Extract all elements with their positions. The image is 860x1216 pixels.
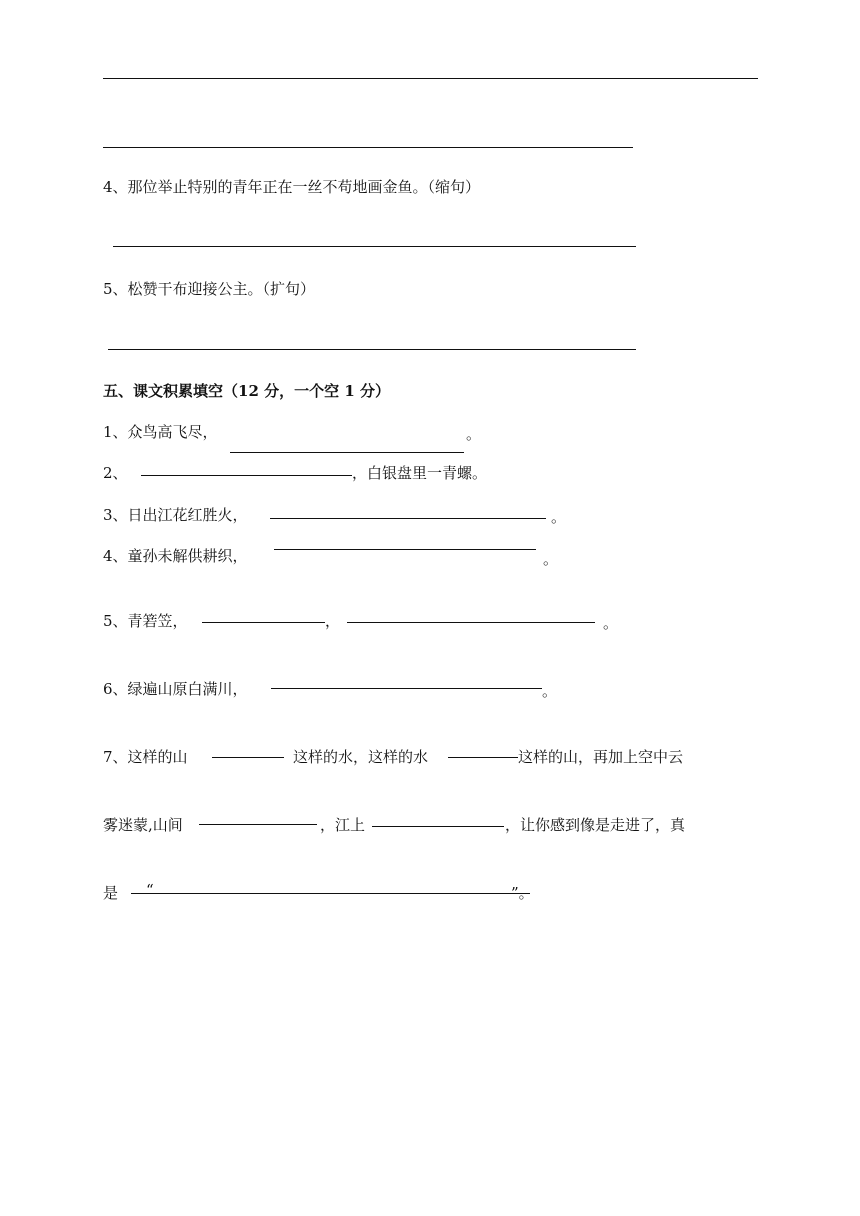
item-7-line2-f: ，让你感到像是走进了，真 [505, 816, 686, 834]
item-3-end: 。 [551, 508, 567, 526]
item-6-prefix: 6、绿遍山原白满川， [103, 680, 248, 698]
blank-6[interactable] [271, 688, 542, 689]
item-4-prefix: 4、童孙未解供耕织， [103, 547, 248, 565]
section-title: 五、课文积累填空（12 分，一个空 1 分） [103, 382, 390, 400]
item-7-line2-d: 雾迷蒙,山间 [103, 816, 183, 834]
answer-line[interactable] [113, 246, 636, 247]
item-1-end: 。 [466, 425, 482, 443]
blank-7d[interactable] [372, 826, 504, 827]
item-3-prefix: 3、日出江花红胜火， [103, 506, 248, 524]
answer-line[interactable] [103, 78, 758, 79]
item-7-open-quote: “ [146, 881, 154, 899]
answer-line[interactable] [103, 147, 633, 148]
blank-5b[interactable] [347, 622, 595, 623]
blank-7e[interactable] [131, 893, 530, 894]
item-7-line3-g: 是 [103, 884, 119, 902]
answer-line[interactable] [108, 349, 636, 350]
item-1-prefix: 1、众鸟高飞尽， [103, 423, 218, 441]
item-7-close: ”。 [511, 884, 534, 902]
item-7-line1-a: 7、这样的山 [103, 748, 188, 766]
item-7-line2-e: ，江上 [320, 816, 366, 834]
item-5-end: 。 [603, 614, 619, 632]
blank-7c[interactable] [199, 824, 317, 825]
item-7-line1-c: 这样的山，再加上空中云 [518, 748, 684, 766]
question-4: 4、那位举止特别的青年正在一丝不苟地画金鱼。（缩句） [103, 178, 481, 196]
blank-4[interactable] [274, 549, 536, 550]
item-5-prefix: 5、青箬笠， [103, 612, 188, 630]
item-5-comma: ， [325, 612, 341, 630]
blank-2[interactable] [141, 475, 352, 476]
blank-7a[interactable] [212, 757, 284, 758]
item-4-end: 。 [543, 550, 559, 568]
blank-7b[interactable] [448, 757, 518, 758]
item-2-suffix: ，白银盘里一青螺。 [352, 464, 488, 482]
item-7-line1-b: 这样的水，这样的水 [293, 748, 429, 766]
blank-1[interactable] [230, 452, 464, 453]
item-2-prefix: 2、 [103, 464, 128, 482]
blank-3[interactable] [270, 518, 546, 519]
question-5: 5、松赞干布迎接公主。（扩句） [103, 280, 316, 298]
blank-5a[interactable] [202, 622, 325, 623]
item-6-end: 。 [542, 682, 558, 700]
